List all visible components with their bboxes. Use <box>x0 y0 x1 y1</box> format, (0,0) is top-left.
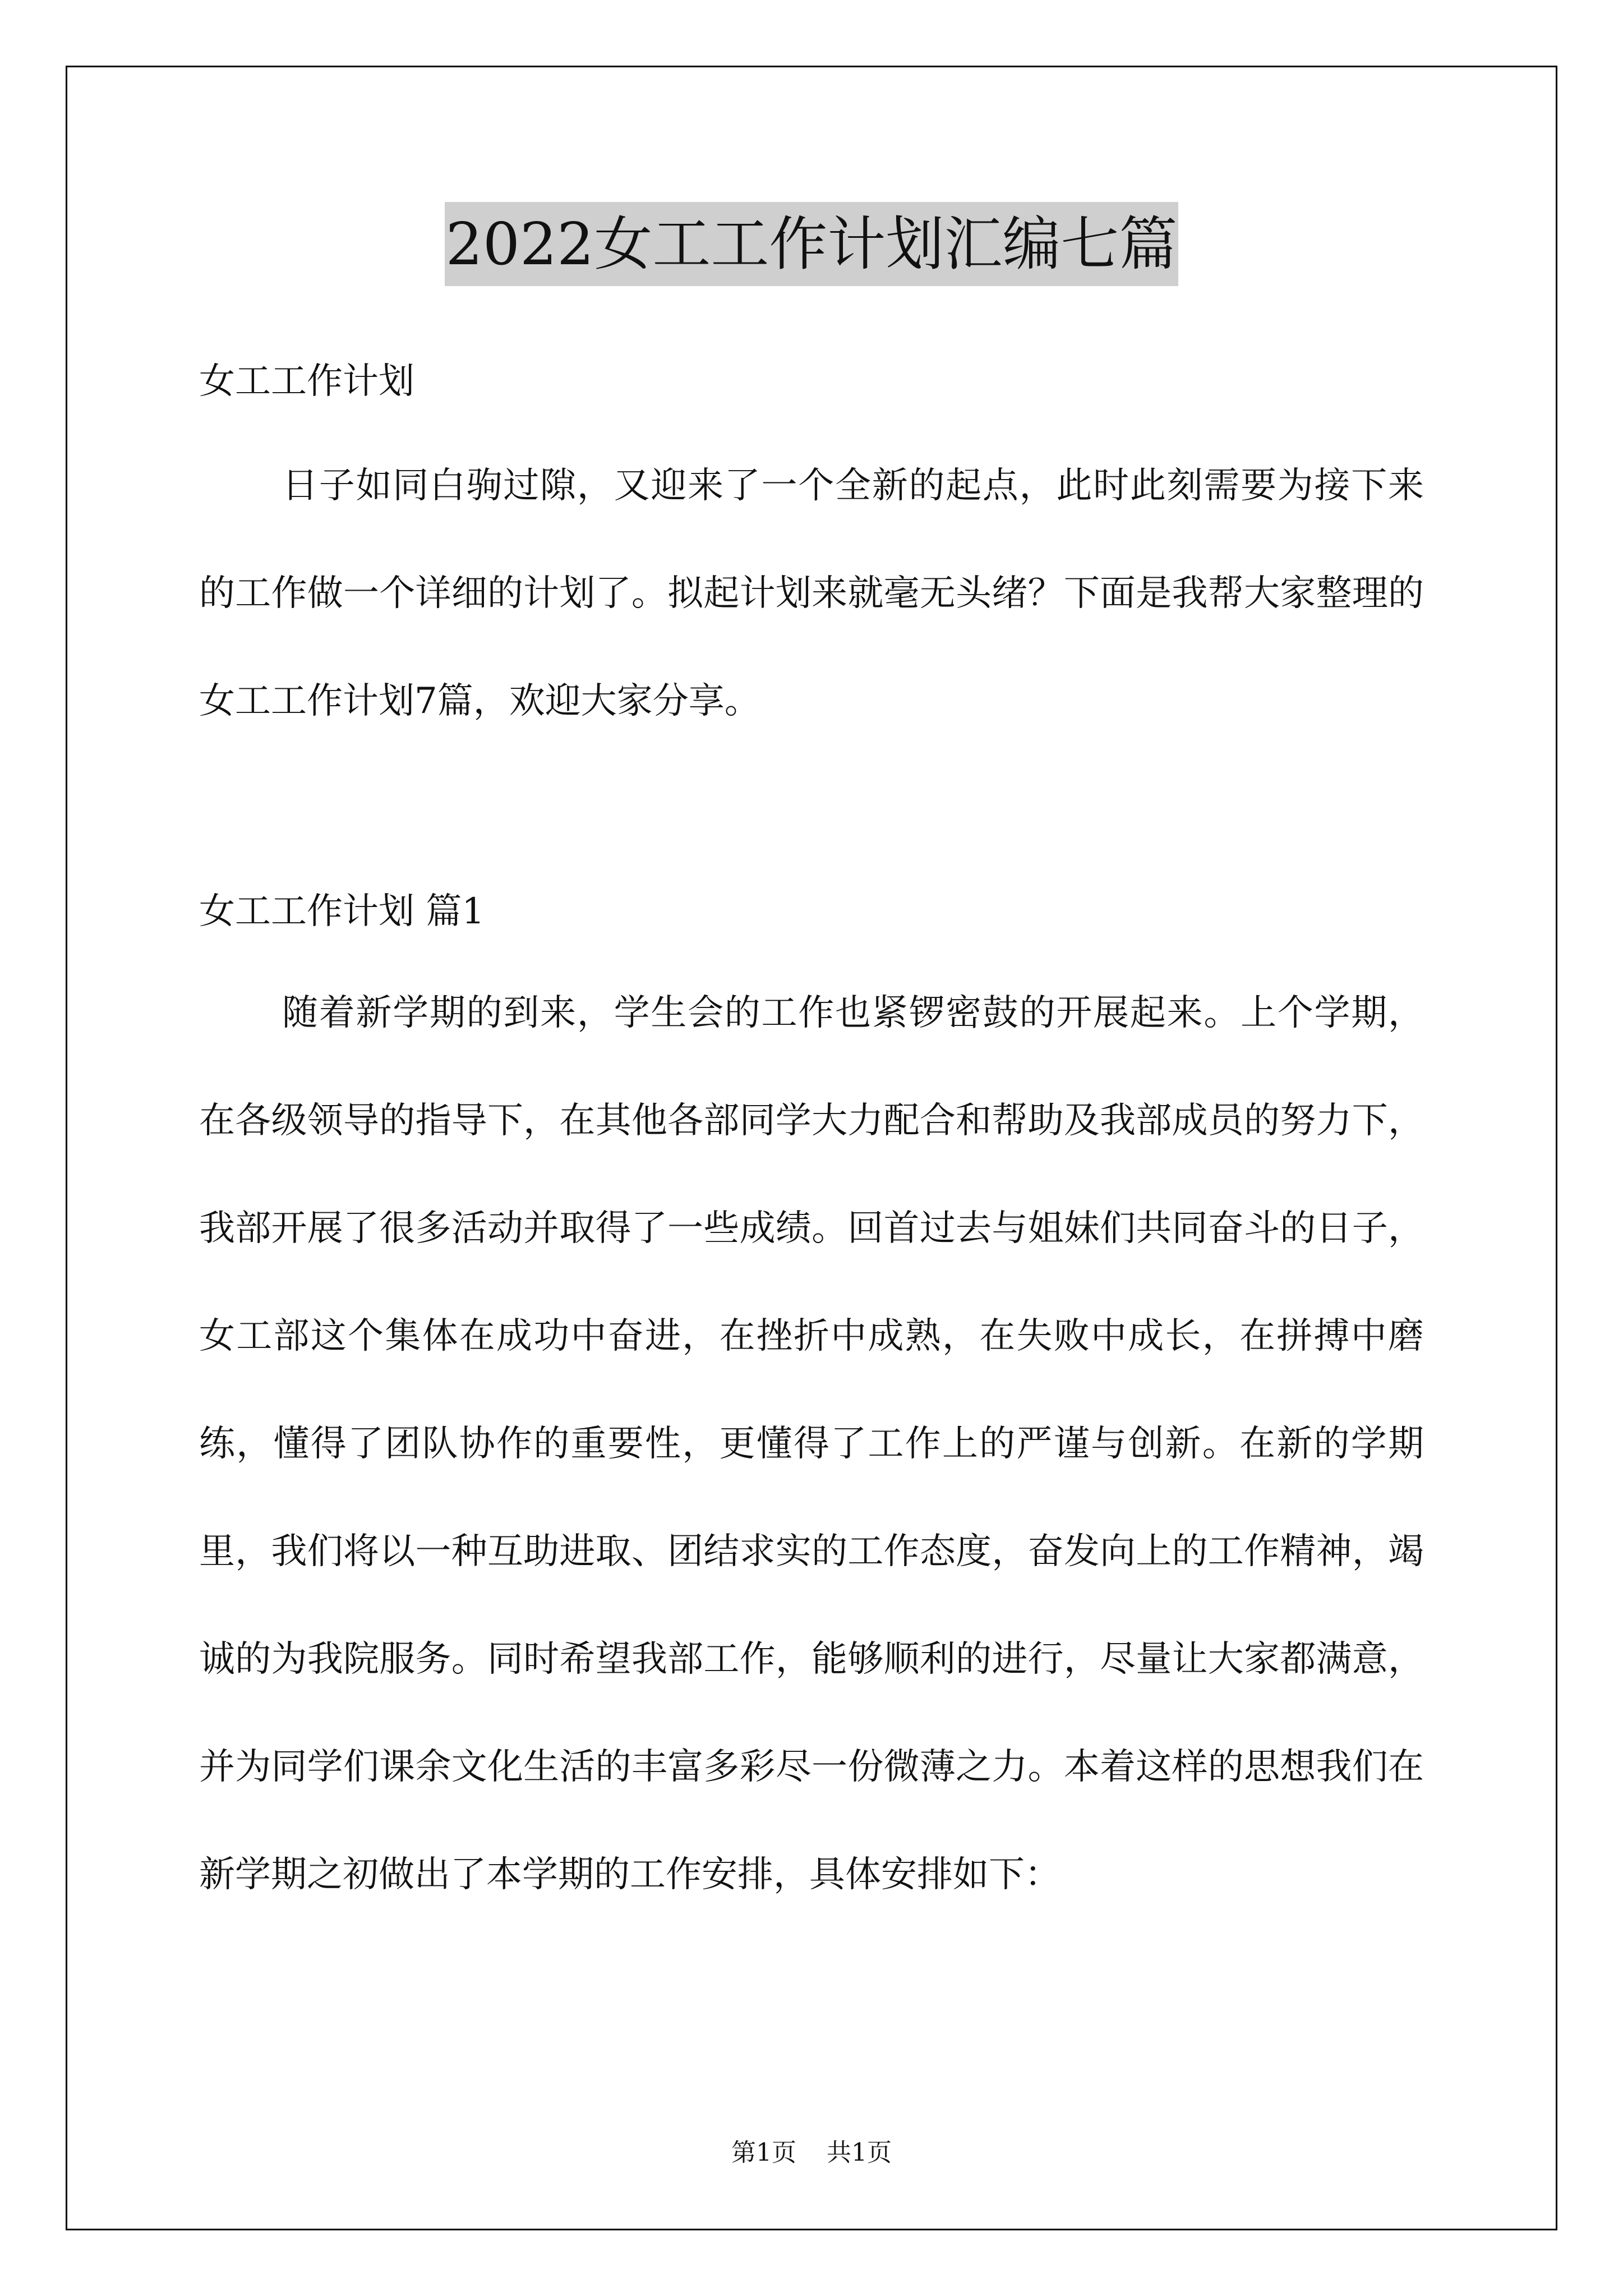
intro-paragraph: 日子如同白驹过隙，又迎来了一个全新的起点，此时此刻需要为接下来的工作做一个详细的计划了。拟起计划来就毫无头绪？下面是我帮大家整理的女工工作计划7篇，欢迎大家分享。 <box>199 465 1424 722</box>
page-footer <box>0 2136 1623 2170</box>
intro-heading: 女工工作计划 <box>199 361 414 402</box>
section1-paragraph: 随着新学期的到来，学生会的工作也紧锣密鼓的开展起来。上个学期，在各级领导的指导下，在其他各部同学大力配合和帮助及我部成员的努力下，我部开展了很多活动并取得了一些成绩。回首过去与姐妹们共同奋斗的日子，女工部这个集体在成功中奋进，在挫折中成熟，在失败中成长，在拼搏中磨练，懂得了团队协作的重要性，更懂得了工作上的严谨与创新。在新的学期里，我们将以一种互助进取、团结求实的工作态度，奋发向上的工作精神，竭诚的为我院服务。同时希望我部工作，能够顺利的进行，尽量让大家都满意，并为同学们课余文化生活的丰富多彩尽一份微薄之力。本着这样的思想我们在新学期之初做出了本学期的工作安排，具体安排如下： <box>199 992 1424 1895</box>
page-number-total: 共1页 <box>827 2138 892 2167</box>
document-title: 2022女工工作计划汇编七篇 <box>445 202 1179 286</box>
title-container <box>0 202 1623 286</box>
section1-heading: 女工工作计划 篇1 <box>199 891 485 932</box>
page-number-current: 第1页 <box>731 2138 796 2167</box>
